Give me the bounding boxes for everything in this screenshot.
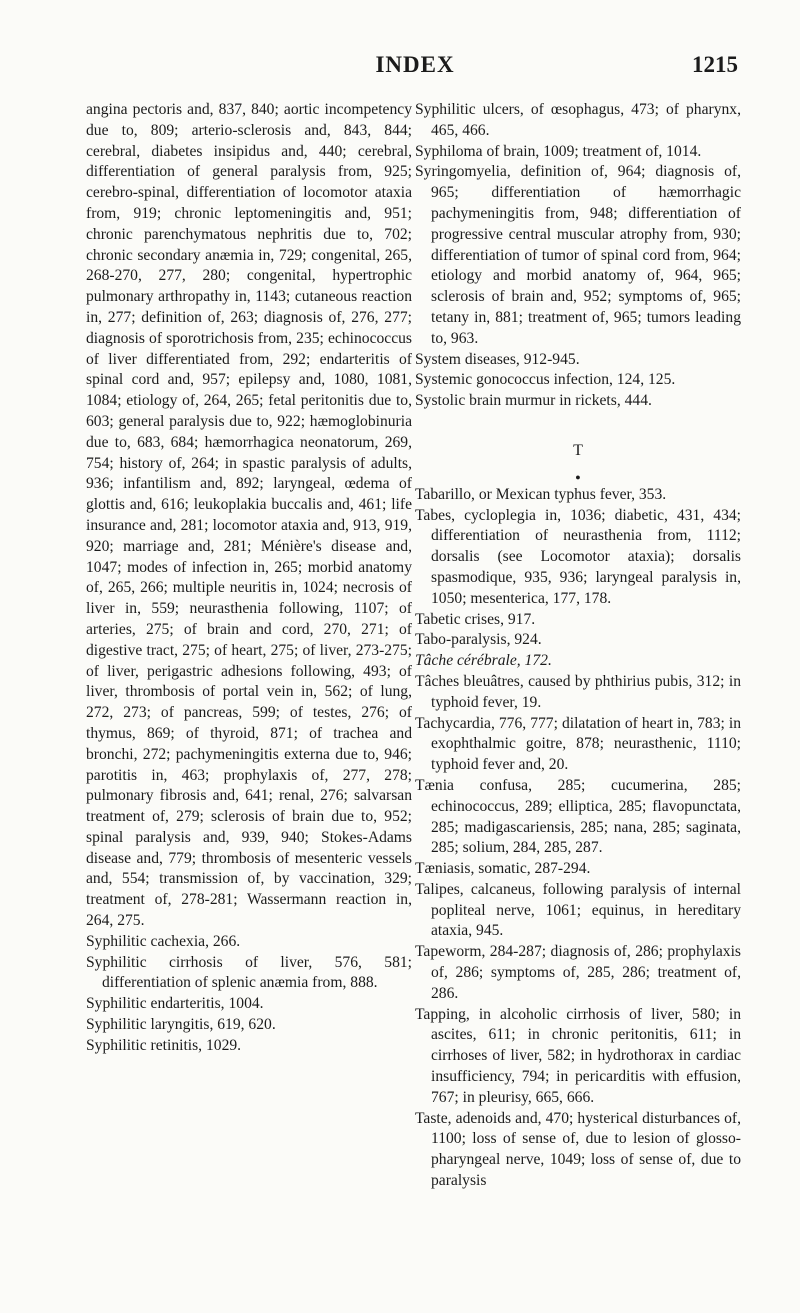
section-letter: T	[573, 441, 583, 459]
index-entry: Syringomyelia, definition of, 964; diagnosis of, 965; differentiation of hæmorrhagic pachymeningitis from, 948; differentiation of progressive central muscular atrophy from, 930; differentiation of tumor of spinal cord from, 964; etiology and morbid anatomy of, 964, 965; sclerosis of brain and, 952; symptoms of, 965; tetany in, 881; treatment of, 965; tumors leading to, 963.	[415, 163, 741, 347]
index-entry: Tâches bleuâtres, caused by phthirius pubis, 312; in typhoid fever, 19.	[415, 672, 741, 711]
section-divider-dot: ●	[575, 471, 581, 482]
index-entry: Syphilitic cirrhosis of liver, 576, 581; differentiation of splenic anæmia from, 888.	[86, 953, 412, 992]
index-entry: Systemic gonococcus infection, 124, 125.	[415, 371, 676, 389]
index-entry: Tapeworm, 284-287; diagnosis of, 286; prophylaxis of, 286; symptoms of, 285, 286; treatment of, 286.	[415, 943, 741, 1002]
right-column	[415, 100, 741, 1192]
index-entry-continuation: angina pectoris and, 837, 840; aortic incompetency due to, 809; arterio-sclerosis and, 843, 844; cerebral, diabetes insipidus and, 440; cerebral, differentiation of general paralysis from, 925; cerebro-spinal, differentiation of locomotor ataxia from, 919; chronic leptomeningitis and, 951; chronic parenchymatous nephritis due to, 702; chronic secondary anæmia in, 729; congenital, 265, 268-270, 277, 280; congenital, hypertrophic pulmonary arthropathy in, 1143; cutaneous reaction in, 277; definition of, 263; diagnosis of, 276, 277; diagnosis of sporotrichosis from, 235; echinococcus of liver differentiated from, 292; endarteritis of spinal cord and, 957; epilepsy and, 1080, 1081, 1084; etiology of, 264, 265; fetal peritonitis due to, 603; general paralysis due to, 922; hæmoglobinuria due to, 683, 684; hæmorrhagica neonatorum, 269, 754; history of, 264; in spastic paralysis of adults, 936; infantilism and, 892; laryngeal, œdema of glottis and, 616; leukoplakia buccalis and, 461; life insurance and, 281; locomotor ataxia and, 913, 919, 920; marriage and, 281; Ménière's disease and, 1047; modes of infection in, 265; morbid anatomy of, 265, 266; multiple neuritis in, 1024; necrosis of liver in, 559; neurasthenia following, 1107; of arteries, 275; of brain and cord, 270, 271; of digestive tract, 275; of heart, 275; of liver, 273-275; of liver, perigastric adhesions following, 493; of liver, thrombosis of portal vein in, 562; of lung, 272, 273; of pancreas, 599; of testes, 276; of thymus, 869; of thyroid, 871; of trachea and bronchi, 272; pachymeningitis externa due to, 946; parotitis in, 463; prophylaxis of, 277, 278; pulmonary fibrosis and, 641; renal, 276; salvarsan treatment of, 279; sclerosis of brain due to, 952; spinal paralysis and, 939, 940; Stokes-Adams disease and, 779; thrombosis of mesenteric vessels and, 554; transmission of, by vaccination, 329; treatment of, 278-281; Wassermann reaction in, 264, 275.	[86, 101, 412, 930]
left-column	[86, 100, 412, 1057]
index-entry: Tæniasis, somatic, 287-294.	[415, 860, 591, 878]
index-entry: Tabes, cycloplegia in, 1036; diabetic, 431, 434; differentiation of neurasthenia from, 1112; dorsalis (see Locomotor ataxia); dorsalis spasmodique, 935, 936; laryngeal paralysis in, 1050; mesenterica, 177, 178.	[415, 506, 741, 607]
index-entry: System diseases, 912-945.	[415, 350, 580, 368]
index-entry: Tachycardia, 776, 777; dilatation of heart in, 783; in exophthalmic goitre, 878; neurasthenic, 1110; typhoid fever and, 20.	[415, 714, 741, 774]
index-entry: Tænia confusa, 285; cucumerina, 285; echinococcus, 289; elliptica, 285; flavopunctata, 285; madigascariensis, 285; nana, 285; saginata, 285; solium, 284, 285, 287.	[415, 776, 741, 857]
italic-term: Tâche cérébrale, 172.	[415, 652, 552, 670]
index-entry: Tabarillo, or Mexican typhus fever, 353.	[415, 485, 667, 503]
index-entry: Tabo-paralysis, 924.	[415, 631, 542, 649]
index-entry: Syphilitic ulcers, of œsophagus, 473; of pharynx, 465, 466.	[415, 101, 741, 139]
index-entry: Talipes, calcaneus, following paralysis of internal popliteal nerve, 1061; equinus, in hereditary ataxia, 945.	[415, 880, 741, 940]
index-entry: Taste, adenoids and, 470; hysterical disturbances of, 1100; loss of sense of, due to lesion of glosso-pharyngeal nerve, 1049; loss of sense of, due to paralysis	[415, 1109, 741, 1190]
running-title: INDEX	[375, 52, 455, 77]
index-entry: Systolic brain murmur in rickets, 444.	[415, 392, 652, 410]
page-header	[92, 52, 738, 86]
page-number: 1215	[692, 52, 738, 77]
index-entry: Syphilitic endarteritis, 1004.	[86, 995, 264, 1013]
index-entry: Syphiloma of brain, 1009; treatment of, 1014.	[415, 142, 702, 160]
index-entry: Syphilitic retinitis, 1029.	[86, 1036, 242, 1054]
index-entry: Syphilitic laryngitis, 619, 620.	[86, 1016, 276, 1034]
index-entry	[415, 651, 741, 672]
index-entry: Tabetic crises, 917.	[415, 610, 536, 628]
index-entry: Syphilitic cachexia, 266.	[86, 932, 241, 950]
index-entry: Tapping, in alcoholic cirrhosis of liver, 580; in ascites, 611; in chronic peritonitis, 611; in cirrhoses of liver, 582; in hydrothorax in cardiac insufficiency, 794; in pericarditis with effusion, 767; in pleurisy, 665, 666.	[415, 1005, 741, 1106]
